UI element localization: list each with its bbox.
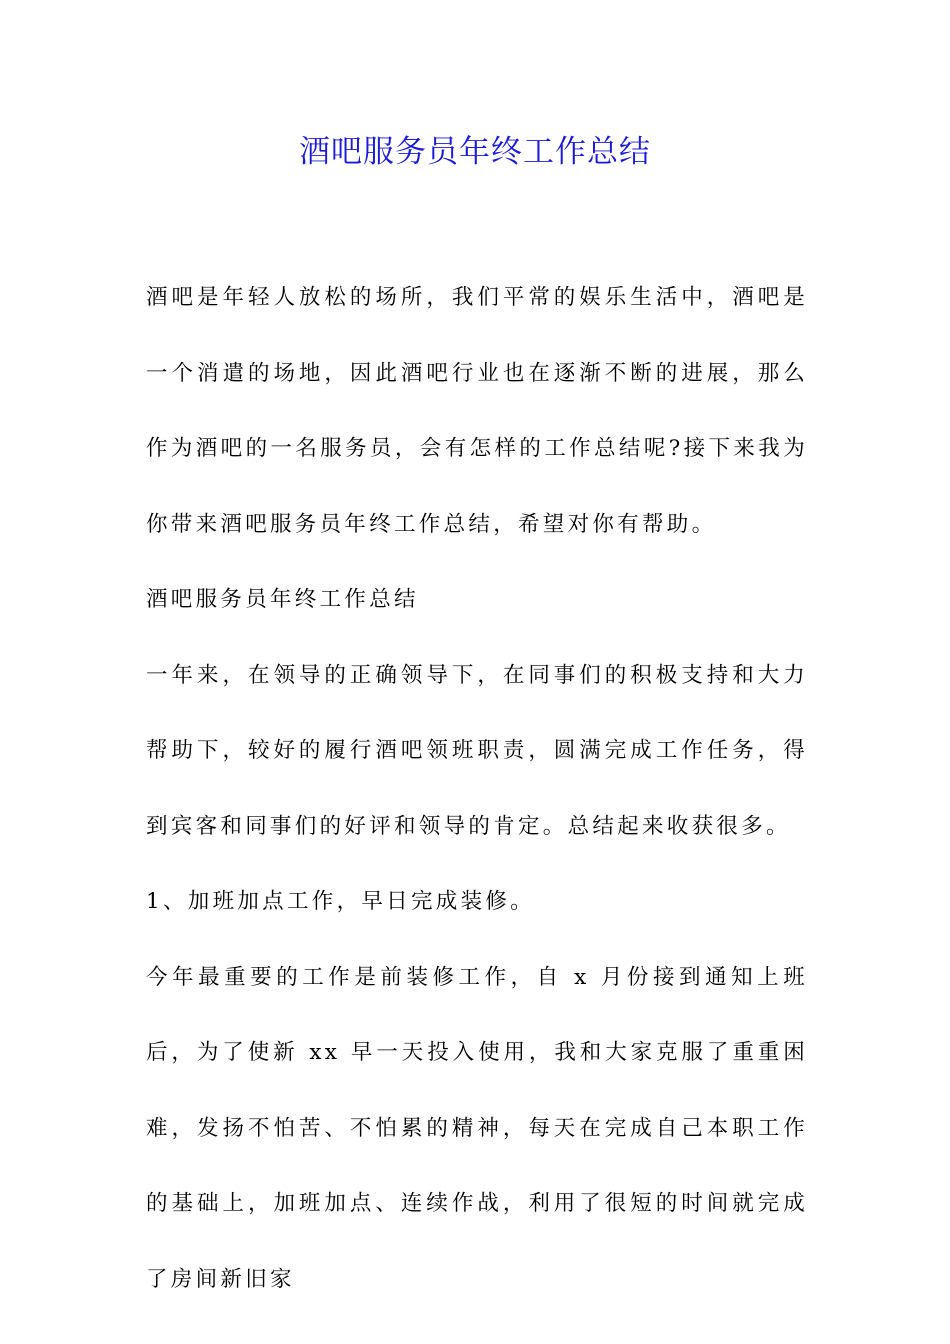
document-body bbox=[146, 260, 808, 1317]
paragraph-item-1-heading: 1、加班加点工作，早日完成装修。 bbox=[146, 889, 535, 914]
paragraph-subheading: 酒吧服务员年终工作总结 bbox=[146, 587, 419, 612]
paragraph-intro: 酒吧是年轻人放松的场所，我们平常的娱乐生活中，酒吧是一个消遣的场地，因此酒吧行业也在逐渐不断的进展，那么作为酒吧的一名服务员，会有怎样的工作总结呢?接下来我为你带来酒吧服务员年终工作总结，希望对你有帮助。 bbox=[146, 285, 808, 537]
paragraph-item-1-body: 今年最重要的工作是前装修工作，自 x 月份接到通知上班后，为了使新 xx 早一天投入使用，我和大家克服了重重困难，发扬不怕苦、不怕累的精神，每天在完成自己本职工作的基础上，加班加点、连续作战，利用了很短的时间就完成了房间新旧家 bbox=[146, 964, 808, 1292]
document-title: 酒吧服务员年终工作总结 bbox=[299, 134, 651, 170]
paragraph-summary: 一年来，在领导的正确领导下，在同事们的积极支持和大力帮助下，较好的履行酒吧领班职责，圆满完成工作任务，得到宾客和同事们的好评和领导的肯定。总结起来收获很多。 bbox=[146, 662, 808, 839]
